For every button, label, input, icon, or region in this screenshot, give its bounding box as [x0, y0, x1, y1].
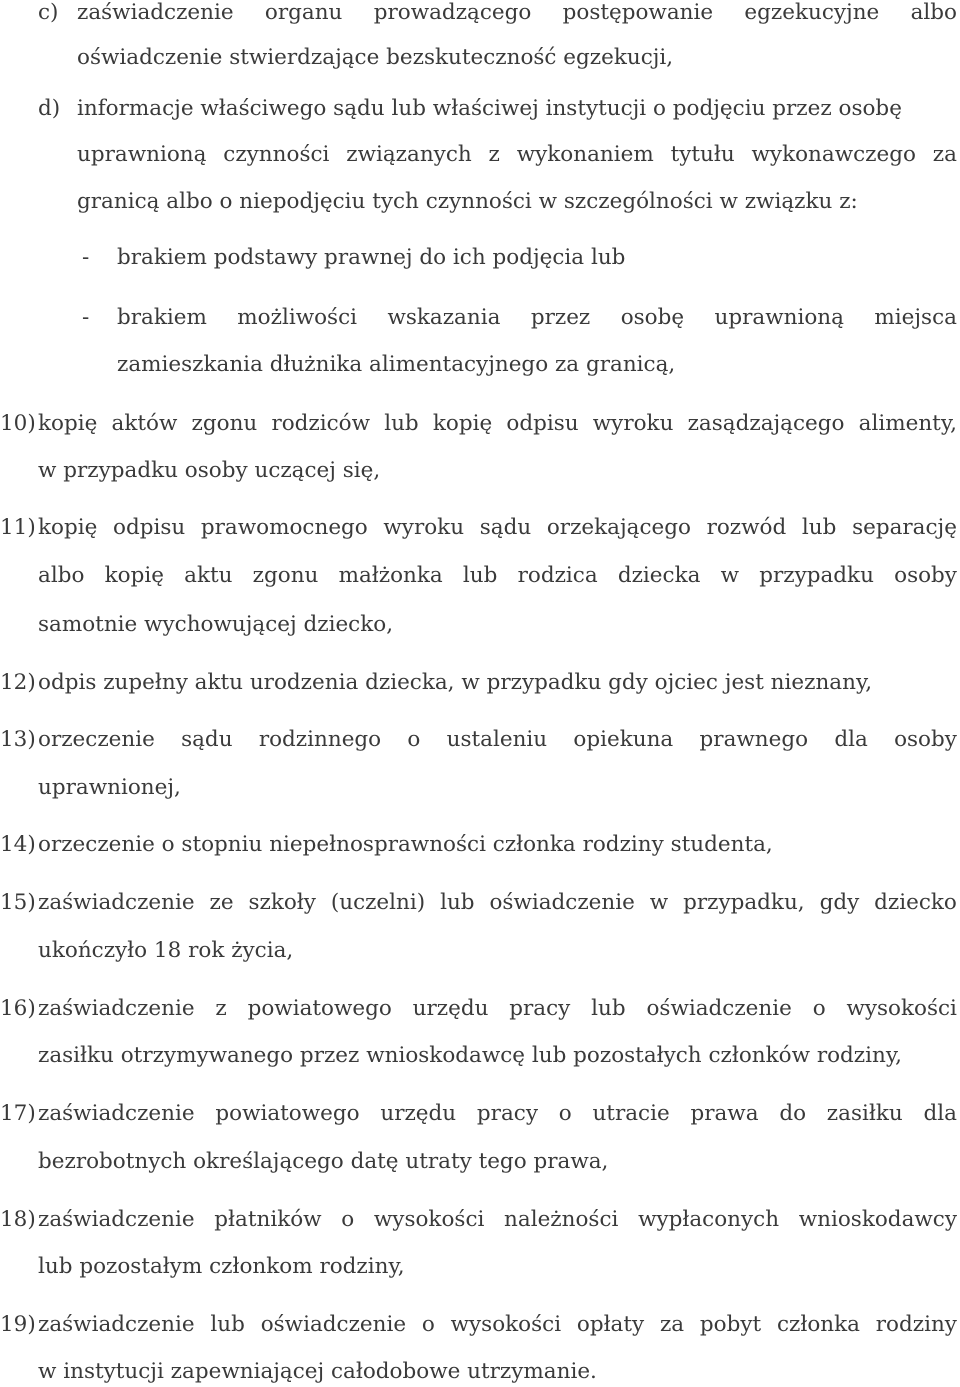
word: z	[488, 142, 500, 167]
item-number: 13)	[0, 727, 36, 752]
item-number: 17)	[0, 1101, 36, 1126]
word: osoby	[894, 727, 957, 752]
word: czynności	[223, 142, 330, 167]
word: możliwości	[237, 305, 358, 330]
word: przypadku	[759, 563, 874, 588]
item-d-line-3: granicą albo o niepodjęciu tych czynności w szczególności w związku z:	[77, 189, 858, 214]
word: dla	[923, 1101, 957, 1126]
word: lub	[591, 996, 626, 1021]
word: pracy	[476, 1101, 538, 1126]
word: przez	[530, 305, 591, 330]
word: brakiem	[117, 305, 207, 330]
word: wnioskodawcy	[798, 1207, 957, 1232]
item-13-line-2: uprawnionej,	[38, 775, 181, 800]
word: oświadczenie	[489, 890, 635, 915]
word: kopię	[432, 411, 493, 436]
word: o	[407, 727, 421, 752]
word: rodzinnego	[258, 727, 382, 752]
word: tytułu	[670, 142, 735, 167]
word: zasiłku	[826, 1101, 903, 1126]
word: orzeczenie	[38, 727, 155, 752]
word: o	[812, 996, 826, 1021]
word: o	[558, 1101, 572, 1126]
word: osoby	[894, 563, 957, 588]
item-18-line-1	[38, 1206, 957, 1234]
word: rodziny	[875, 1312, 957, 1337]
word: zaświadczenie	[38, 1207, 195, 1232]
item-number: 12)	[0, 670, 36, 695]
word: kopię	[38, 515, 98, 540]
item-number: 11)	[0, 515, 36, 540]
sub-item-marker: -	[82, 245, 90, 270]
word: powiatowego	[247, 996, 392, 1021]
word: zasądzającego	[687, 411, 845, 436]
word: wysokości	[373, 1207, 485, 1232]
word: prawomocnego	[200, 515, 368, 540]
word: urzędu	[380, 1101, 457, 1126]
item-19-line-1	[38, 1311, 957, 1339]
word: o	[341, 1207, 355, 1232]
item-18-line-2: lub pozostałym członkom rodziny,	[38, 1254, 405, 1279]
word: uprawnioną	[714, 305, 844, 330]
word: gdy	[819, 890, 860, 915]
word: wykonaniem	[516, 142, 654, 167]
word: lub	[440, 890, 475, 915]
word: zaświadczenie	[77, 0, 234, 25]
word: wyroku	[383, 515, 465, 540]
word: wskazania	[387, 305, 501, 330]
item-15-line-1	[38, 889, 957, 917]
word: szkoły	[248, 890, 316, 915]
sub-item-marker: -	[82, 305, 90, 330]
word: ze	[209, 890, 234, 915]
word: kopię	[38, 411, 98, 436]
item-16-line-1	[38, 995, 957, 1023]
word: rozwód	[706, 515, 787, 540]
word: orzekającego	[546, 515, 691, 540]
item-14-line-1: orzeczenie o stopniu niepełnosprawności członka rodziny studenta,	[38, 832, 773, 857]
sub-item-2-line-1	[117, 304, 957, 332]
word: za	[659, 1312, 685, 1337]
item-17-line-2: bezrobotnych określającego datę utraty tego prawa,	[38, 1149, 609, 1174]
word: aktu	[184, 563, 233, 588]
item-d-line-2	[77, 141, 957, 169]
item-number: 15)	[0, 890, 36, 915]
word: albo	[38, 563, 85, 588]
item-17-line-1	[38, 1100, 957, 1128]
item-marker: c)	[38, 0, 59, 25]
sub-item-2-line-2: zamieszkania dłużnika alimentacyjnego za granicą,	[117, 352, 676, 377]
word: ustaleniu	[446, 727, 548, 752]
word: rodzica	[517, 563, 598, 588]
item-number: 19)	[0, 1312, 36, 1337]
word: oświadczenie	[260, 1312, 407, 1337]
word: miejsca	[874, 305, 957, 330]
word: alimenty,	[858, 411, 957, 436]
item-11-line-3: samotnie wychowującej dziecko,	[38, 612, 394, 637]
word: zgonu	[191, 411, 258, 436]
item-12-line-1: odpis zupełny aktu urodzenia dziecka, w przypadku gdy ojciec jest nieznany,	[38, 670, 873, 695]
word: pobyt	[699, 1312, 762, 1337]
word: lub	[210, 1312, 245, 1337]
word: prawa	[690, 1101, 759, 1126]
word: lub	[384, 411, 419, 436]
word: wysokości	[450, 1312, 562, 1337]
word: zaświadczenie	[38, 1101, 195, 1126]
item-marker: d)	[38, 96, 61, 121]
word: przypadku,	[683, 890, 805, 915]
word: za	[932, 142, 957, 167]
item-d-line-1: informacje właściwego sądu lub właściwej instytucji o podjęciu przez osobę	[77, 96, 902, 121]
word: sądu	[181, 727, 233, 752]
item-c-line-2: oświadczenie stwierdzające bezskuteczność egzekucji,	[77, 45, 674, 70]
word: opiekuna	[573, 727, 674, 752]
word: z	[215, 996, 227, 1021]
item-number: 16)	[0, 996, 36, 1021]
word: uprawnioną	[77, 142, 207, 167]
word: małżonka	[338, 563, 443, 588]
word: członka	[776, 1312, 860, 1337]
word: w	[649, 890, 669, 915]
word: opłaty	[576, 1312, 645, 1337]
word: dziecko	[874, 890, 957, 915]
word: sądu	[479, 515, 532, 540]
word: wypłaconych	[638, 1207, 780, 1232]
item-11-line-1	[38, 514, 957, 542]
word: zgonu	[252, 563, 319, 588]
word: wysokości	[846, 996, 957, 1021]
word: do	[779, 1101, 807, 1126]
word: (uczelni)	[330, 890, 426, 915]
word: o	[421, 1312, 435, 1337]
item-10-line-1	[38, 410, 957, 438]
word: należności	[504, 1207, 619, 1232]
word: utracie	[592, 1101, 670, 1126]
word: wyroku	[592, 411, 674, 436]
item-13-line-1	[38, 726, 957, 754]
item-16-line-2: zasiłku otrzymywanego przez wnioskodawcę lub pozostałych członków rodziny,	[38, 1043, 902, 1068]
word: dziecka	[617, 563, 701, 588]
word: dla	[834, 727, 868, 752]
word: zaświadczenie	[38, 1312, 195, 1337]
word: rodziców	[271, 411, 371, 436]
word: egzekucyjne	[744, 0, 880, 25]
word: kopię	[104, 563, 164, 588]
word: odpisu	[113, 515, 186, 540]
word: lub	[462, 563, 498, 588]
word: separację	[852, 515, 957, 540]
word: pracy	[509, 996, 571, 1021]
item-19-line-2: w instytucji zapewniającej całodobowe utrzymanie.	[38, 1359, 597, 1384]
item-number: 14)	[0, 832, 36, 857]
word: prawnego	[699, 727, 809, 752]
word: powiatowego	[215, 1101, 360, 1126]
sub-item-1-line-1: brakiem podstawy prawnej do ich podjęcia lub	[117, 245, 626, 270]
item-11-line-2	[38, 562, 957, 590]
word: związanych	[346, 142, 472, 167]
item-10-line-2: w przypadku osoby uczącej się,	[38, 458, 381, 483]
word: płatników	[214, 1207, 322, 1232]
item-number: 18)	[0, 1207, 36, 1232]
word: organu	[264, 0, 343, 25]
word: prowadzącego	[373, 0, 532, 25]
word: oświadczenie	[646, 996, 792, 1021]
word: zaświadczenie	[38, 890, 195, 915]
word: postępowanie	[562, 0, 714, 25]
word: wykonawczego	[751, 142, 916, 167]
item-15-line-2: ukończyło 18 rok życia,	[38, 938, 294, 963]
word: aktów	[111, 411, 178, 436]
word: zaświadczenie	[38, 996, 195, 1021]
word: lub	[801, 515, 837, 540]
item-c-line-1	[77, 0, 957, 27]
word: w	[720, 563, 740, 588]
item-number: 10)	[0, 411, 36, 436]
word: albo	[910, 0, 957, 25]
word: osobę	[620, 305, 685, 330]
word: odpisu	[506, 411, 579, 436]
word: urzędu	[412, 996, 489, 1021]
